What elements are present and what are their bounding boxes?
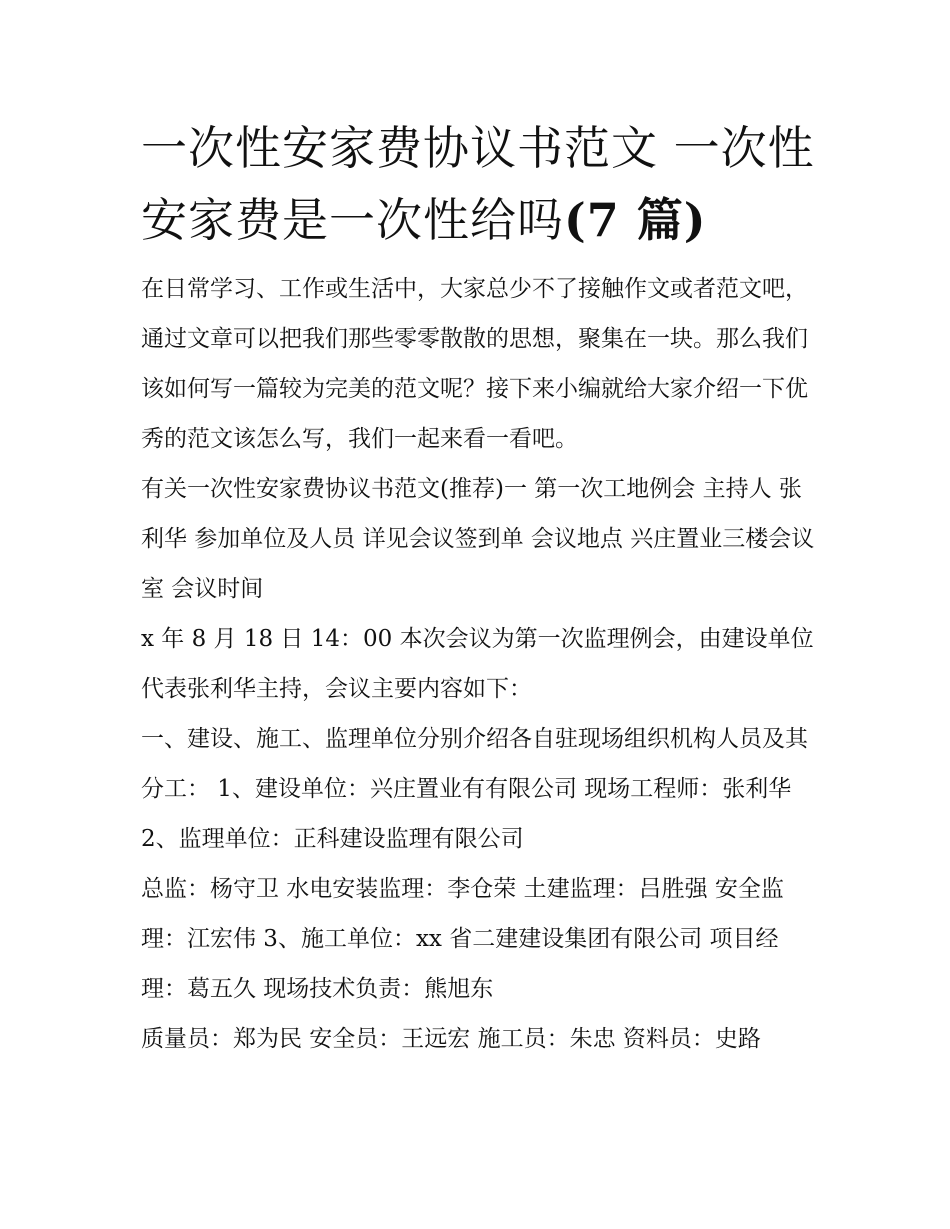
intro-paragraph: 在日常学习、工作或生活中，大家总少不了接触作文或者范文吧，通过文章可以把我们那些零零散散的思想，聚集在一块。那么我们该如何写一篇较为完美的范文呢？接下来小编就给大家介绍一下优秀的范文该怎么写，我们一起来看一看吧。 xyxy=(141,276,808,452)
document-title-main: 一次性安家费协议书范文 一次性安家费是一次性给吗 xyxy=(141,121,815,247)
meeting-time-paragraph: x 年 8 月 18 日 14：00 本次会议为第一次监理例会，由建设单位代表张利华主持，会议主要内容如下： xyxy=(141,626,814,702)
units-intro-paragraph: 一、建设、施工、监理单位分别介绍各自驻现场组织机构人员及其分工： 1、建设单位：兴庄置业有有限公司 现场工程师：张利华 2、监理单位：正科建设监理有限公司 xyxy=(141,726,808,852)
document-title-suffix: (7 篇) xyxy=(564,193,707,247)
document-title xyxy=(141,112,821,256)
staff-paragraph: 总监：杨守卫 水电安装监理：李仓荣 土建监理：吕胜强 安全监理：江宏伟 3、施工单位：xx 省二建建设集团有限公司 项目经理：葛五久 现场技术负责：熊旭东 xyxy=(141,876,784,1002)
roles-paragraph: 质量员：郑为民 安全员：王远宏 施工员：朱忠 资料员：史路 xyxy=(141,1026,761,1052)
document-page xyxy=(141,112,821,1064)
meeting-info-paragraph: 有关一次性安家费协议书范文(推荐)一 第一次工地例会 主持人 张利华 参加单位及人员 详见会议签到单 会议地点 兴庄置业三楼会议室 会议时间 xyxy=(141,476,815,602)
